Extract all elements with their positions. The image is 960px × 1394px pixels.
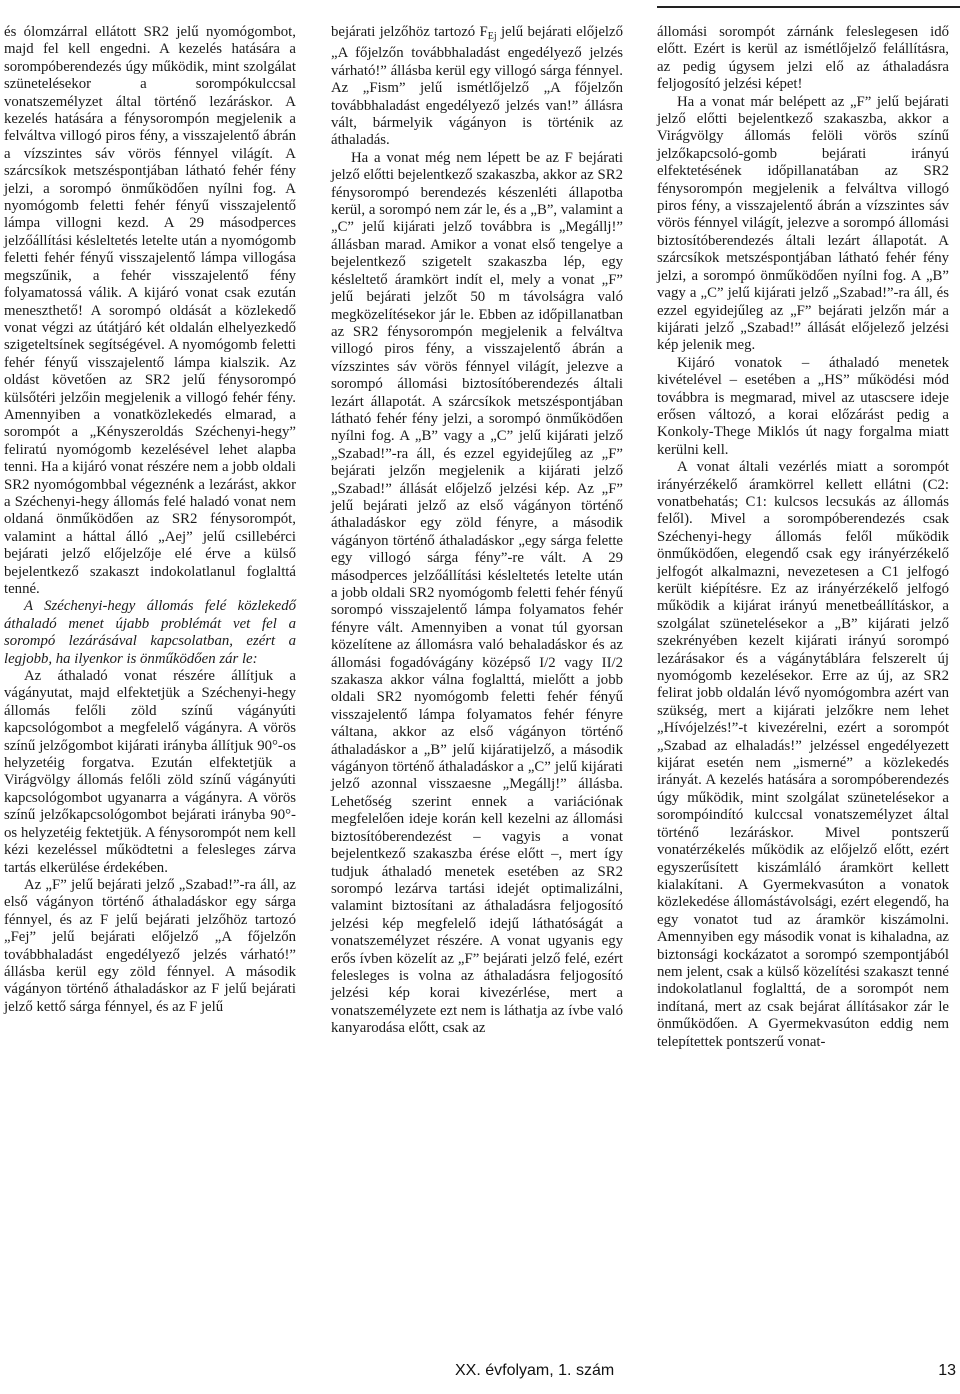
paragraph: Ha a vonat már belépett az „F” jelű bejárati jelző előtti bejelentkező szakaszba, akkor a Virágvölgy állomás felöli vörös színű jelzőkapcsoló-gomb bejárati irányú elfektetésének időpillanatában az SR2 fénysorompón megjelenik a felváltva villogó piros fény, a visszajelentő ábrán a vízszintes sáv vörös fénnyel világít, jelezve a sorompó állomási biztosítóberendezés általi lezárt állapotát. A szárcsíkok metszéspontjában látható fehér fény jelzi, a sorompó önműködően nyílni fog. A „B” vagy a „C” jelű kijárati jelző „Szabad!”-ra áll, és ezzel egyidejűleg az „F” bejárati jelzőn már a kijárati jelző „Szabad!” állását előjelező jelzési kép jelenik meg.	[657, 93, 949, 354]
paragraph: bejárati jelzőhöz tartozó $F_{Ej}$ jelű bejárati előjelző „A főjelzőn továbbhaladást engedélyező jelzés várható!” állásba kerül egy villogó sárga fénnyel. Az „Fism” jelű ismétlőjelző „A főjelzőn továbbhaladást engedélyező jelzés van!” állásra vált, bármelyik vágányon is történik az áthaladás.	[331, 24, 624, 149]
paragraph: Az „F” jelű bejárati jelző „Szabad!”-ra áll, az első vágányon történő áthaladáskor egy sárga fénnyel, és az F jelű bejárati jelzőhöz tartozó „Fej” jelű bejárati előjelző „A főjelzőn továbbhaladást engedélyező jelzés várható!” állásba kerül egy zöld fénnyel. A második vágányon történő áthaladáskor az F jelű bejárati jelző kettő sárga fénnyel, és az F jelű	[4, 876, 296, 1015]
paragraph: és ólomzárral ellátott SR2 jelű nyomógombot, majd fel kell engedni. A kezelés hatására a sorompóberendezés úgy működik, mint szolgálat szünetelésekor a sorompókulccsal vonatszemélyzet által történő lezáráskor. A kezelés hatására a fénysorompón megjelenik a felváltva villogó piros fény, a visszajelentő ábrán a vízszintes sáv vörös fénnyel világít. A szárcsíkok metszéspontjában látható fehér fény jelzi, a sorompó önműködően nyílni fog. A nyomógomb feletti fehér fényű visszajelentő lámpa villogni kezd. A 29 másodperces jelzőállítási késleltetés letelte után a nyomógomb feletti fehér fényű visszajelentő lámpa villogása megszűnik, a fehér visszajelentő fény folyamatossá válik. A kijáró vonat csak ezután meneszthető! A sorompó oldását a közlekedő vonat végzi az útátjáró két oldalán elhelyezkedő szigeteltsínek segítségével. A nyomógomb feletti fehér fényű visszajelentő lámpa kialszik. Az oldást követően az SR2 jelű fénysorompó külsőtéri jelzőin megjelenik a villogó fehér fény. Amennyiben a vonatközlekedés elmarad, a sorompót a „Kényszeroldás Széchenyi-hegy” feliratú nyomógomb kezelésével lehet alapba tenni. Ha a kijáró vonat részére nem a jobb oldali SR2 nyomógombbal végeznénk a lezárást, akkor a Széchenyi-hegy állomás felé haladó vonat nem oldaná önműködően az SR2 fénysorompót, valamint a háttal álló „Aej” jelű csillebérci bejárati jelző előjelzője elé érve a külső bejelentkező szakaszt indokolatlanul foglalttá tenné.	[4, 24, 296, 597]
paragraph: állomási sorompót zárnánk feleslegesen idő előtt. Ezért is kerül az ismétlőjelző felállításra, az pedig úgysem jelzi elő az áthaladásra feljogosító jelzési képet!	[657, 24, 949, 93]
page-number: 13	[938, 1362, 956, 1379]
signal-subscript: Ej	[487, 31, 497, 42]
paragraph: A vonat általi vezérlés miatt a sorompót irányérzékelő áramkörrel kellett ellátni (C2: vonatbehatás; C1: kulcsos lecsukás az állomás felől). Mivel a sorompóberendezés csak Széchenyi-hegy állomás felől működik önműködően, elegendő csak egy irányérzékelő jelfogót alkalmazni, nevezetesen a C1 jelfogó került kiépítésre. Ez az irányérzékelő jelfogó működik a kijárat irányú menetbeállításkor, a szolgálat szünetelésekor a „B” kijárati jelző szekrényében kezelt kijárati irányú sorompó lezárásakor és a vágánytáblára felszerelt új nyomógomb kezelésekor. Erre az új, az SR2 felirat jobb oldalán lévő nyomógombra azért van szükség, mert a kijárati jelzőkre nem lehet „Hívójelzés!”-t kivezérelni, ezért a sorompót „Szabad az elhaladás!” jelzéssel engedélyezett kijárat esetén nem „ismerné” a közlekedés irányát. A kezelés hatására a sorompóberendezés úgy működik, mint szolgálat szünetelésekor a sorompóindító kulccsal vonatszemélyzet által történő lezáráskor. Mivel pontszerű vonatérzékelés működik az előjelző előtt, ezért egyszerűsített kiszámláló áramkört kellett kialakítani. A Gyermekvasúton a vonatok közlekedése állomástávolsági, ezért elegendő, ha egy vonatot tud az áramkör kiszámolni. Amennyiben egy második vonat is kihaladna, az biztonsági kockázatot a sorompó szempontjából nem jelent, csak a külső közelítési szakaszt tenné indokolatlanul foglalttá, de a sorompót nem indítaná, mert az csak bejárat állításakor zár le önműködően. A Gyermekvasúton eddig nem telepítettek pontszerű vonat-	[657, 459, 949, 1050]
paragraph: Ha a vonat még nem lépett be az F bejárati jelző előtti bejelentkező szakaszba, akkor az SR2 fénysorompó berendezés készenléti állapotba kerül, a sorompó nem zár le, és a „B”, valamint a „C” jelű kijárati jelző továbbra is „Megállj!” állásban marad. Amikor a vonat első tengelye a bejelentkező szigetelt szakaszba lép, egy késleltető áramkört indít el, mely a vonat „F” jelű bejárati jelzőt 50 m távolságra való megközelítésekor jár le. Ebben az időpillanatban az SR2 fénysorompón megjelenik a felváltva villogó piros fény, a visszajelentő ábrán a vízszintes sáv vörös fénnyel világít, jelezve a sorompó állomási biztosítóberendezés általi lezárt állapotát. A szárcsíkok metszéspontjában látható fehér fény jelzi, a sorompó önműködően nyílni fog. A „B” vagy a „C” jelű kijárati jelző „Szabad!”-ra áll, és ezzel egyidejűleg az „F” bejárati jelzőn megjelenik a kijárati jelző „Szabad!” állását előjelző jelzési kép. Az „F” jelű bejárati jelző az első vágányon történő áthaladáskor egy zöld fényre, a második vágányon történő áthaladáskor „egy sárga felette egy villogó sárga fény”-re vált. A 29 másodperces jelzőállítási késleltetés letelte után a jobb oldali SR2 nyomógomb feletti fehér fényű sorompó visszajelentő lámpa folyamatos fehér fényre vált. Amennyiben a vonat túl gyorsan közelítene az állomásra való behaladáskor és az állomási fogadóvágány középső I/2 vagy II/2 szakasza akkor válna foglalttá, mielőtt a jobb oldali SR2 nyomógomb feletti fehér fényű visszajelentő lámpa folyamatos fehér fényre váltana, akkor az első vágányon történő áthaladáskor a „B” jelű kijáratijelző, a második vágányon történő áthaladáskor a „C” jelű kijárati jelző azonnal visszaesne „Megállj!” állásba. Lehetőség szerint ennek a variációnak megfelelően ideje korán kell kezelni az állomási biztosítóberendezést – vagyis a vonat bejelentkező szakaszba érése előtt –, mert így tudjuk áthaladó menetek esetében az SR2 sorompó lezárva tartási idejét optimalizálni, valamint biztosítani az áthaladásra feljogosító jelzési kép megfelelő idejű láthatóságát a vonatszemélyzet részére. A vonat ugyanis egy erős ívben közelít az „F” bejárati jelző felé, ezért felesleges is volna az áthaladásra feljogosító jelzési kép korai kivezérlése, mert a vonatszemélyzete ezt nem is láthatja az ívbe való kanyarodása előtt, csak az	[331, 149, 623, 1037]
text-column-middle	[331, 24, 623, 1038]
text-column-left	[4, 24, 296, 1016]
issue-label: XX. évfolyam, 1. szám	[455, 1362, 615, 1379]
paragraph: Az áthaladó vonat részére állítjuk a vágányutat, majd elfektetjük a Széchenyi-hegy állomás felőli zöld színű vágányúti kapcsológombot a megfelelő vágányra. A vörös színű jelzőgombot kijárati irányba állítjuk 90°-os helyzetéig forgatva. Ezután elfektetjük a Virágvölgy állomás felőli zöld színű vágányúti kapcsológombot ugyanarra a vágányra. A vörös színű jelzőkapcsológombot bejárati irányba 90°-os helyzetéig fektetjük. A fénysorompót nem kell kézi kezeléssel működtetni a felesleges zárva tartás elkerülése érdekében.	[4, 668, 296, 876]
paragraph: Kijáró vonatok – áthaladó menetek kivételével – esetében a „HS” működési mód továbbra is megmarad, mivel az utascsere ideje erősen változó, a korai előzárást pedig a Konkoly-Thege Miklós út nagy forgalma miatt kerülni kell.	[657, 354, 949, 458]
header-rule	[657, 6, 960, 8]
paragraph: A Széchenyi-hegy állomás felé közlekedő áthaladó menet újabb problémát vet fel a sorompó lezárásával kapcsolatban, ezért a legjobb, ha ilyenkor is önműködően zár le:	[4, 598, 296, 667]
text-column-right	[657, 24, 949, 1051]
